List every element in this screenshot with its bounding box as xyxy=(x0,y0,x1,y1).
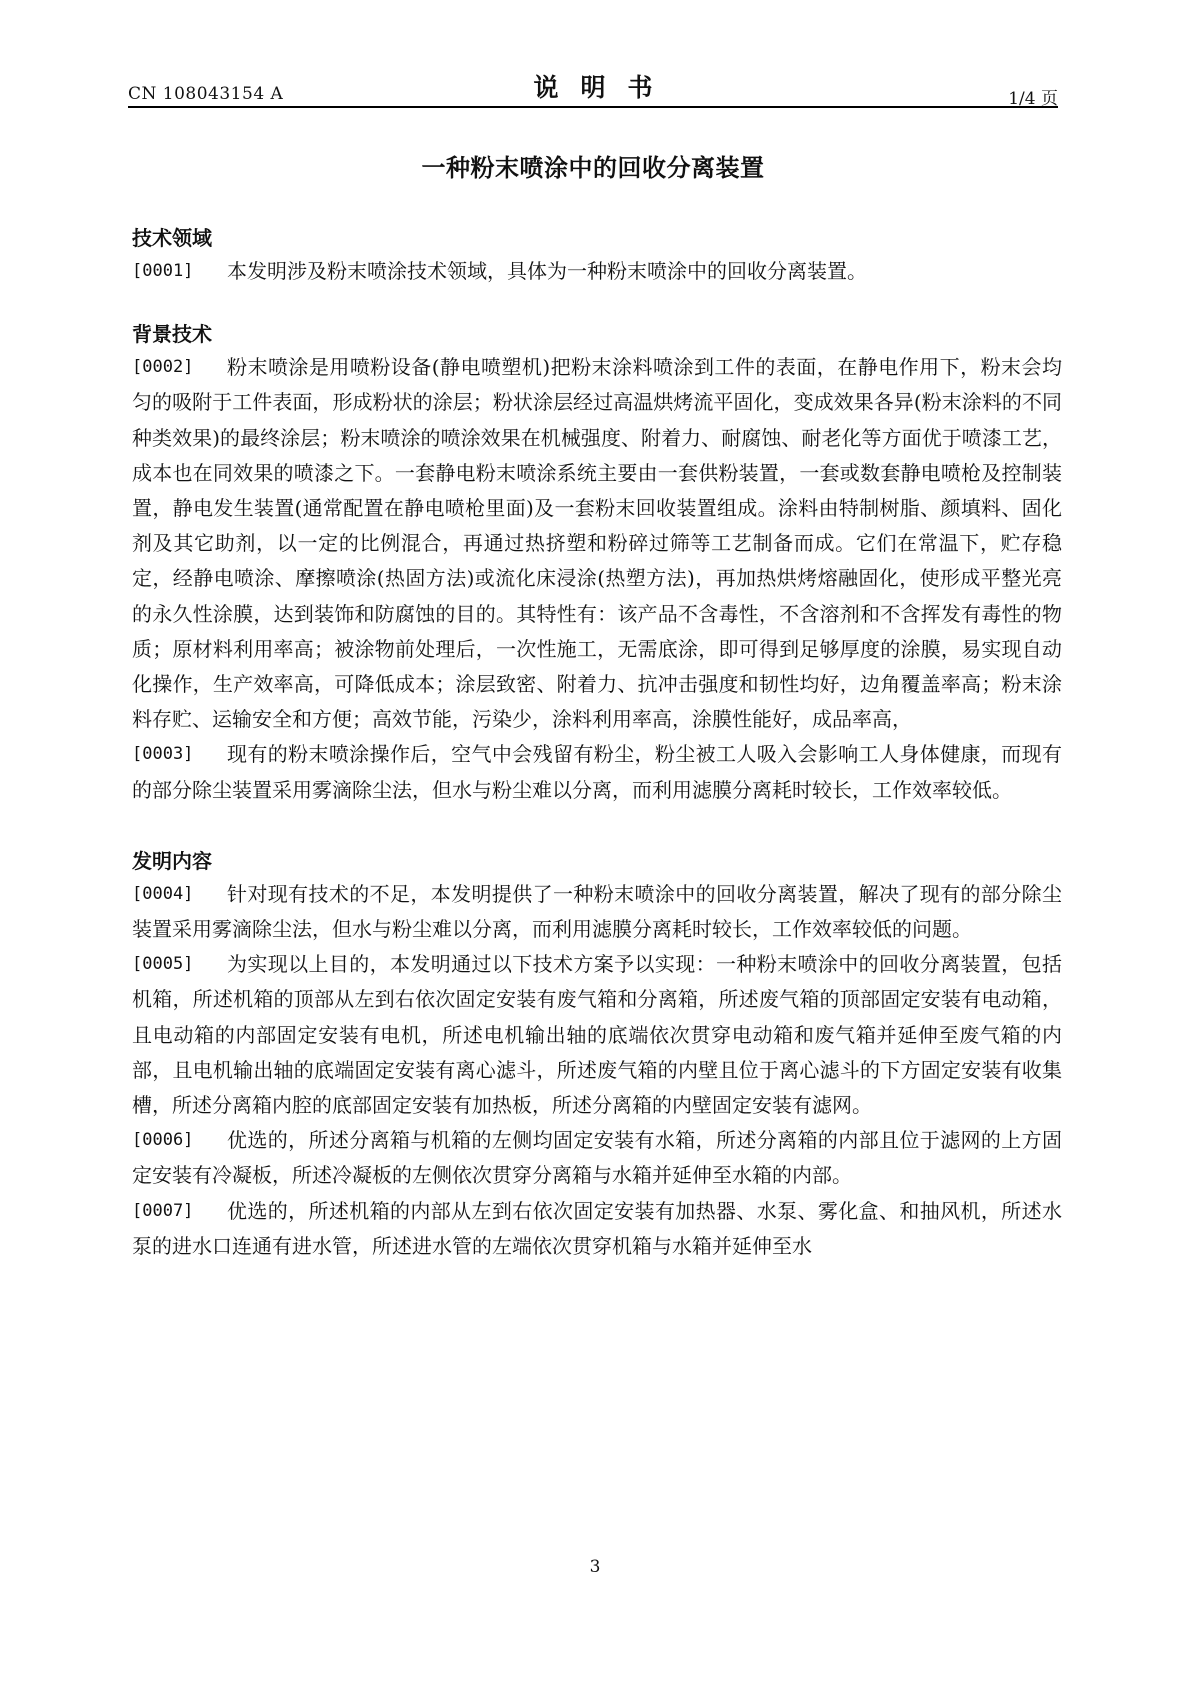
paragraph-0007 xyxy=(132,1194,1062,1264)
document-type: 说明书 xyxy=(533,73,675,102)
paragraph-number: [0004] xyxy=(132,883,194,904)
paragraph-0005 xyxy=(132,947,1062,1123)
paragraph-text: 针对现有技术的不足，本发明提供了一种粉末喷涂中的回收分离装置，解决了现有的部分除尘装置采用雾滴除尘法，但水与粉尘难以分离，而利用滤膜分离耗时较长，工作效率较低的问题。 xyxy=(132,881,1062,942)
publication-number: CN 108043154 A xyxy=(128,84,284,104)
paragraph-number: [0007] xyxy=(132,1200,194,1221)
paragraph-number: [0002] xyxy=(132,357,194,378)
page-info: 1/4 页 xyxy=(1008,89,1058,109)
paragraph-0001 xyxy=(132,254,1062,289)
section-heading-invention: 发明内容 xyxy=(132,848,212,873)
paragraph-text: 本发明涉及粉末喷涂技术领域，具体为一种粉末喷涂中的回收分离装置。 xyxy=(227,259,867,283)
section-heading-background: 背景技术 xyxy=(132,322,212,347)
page-header xyxy=(128,62,1058,108)
page-number: 3 xyxy=(589,1557,601,1577)
paragraph-0006 xyxy=(132,1123,1062,1193)
paragraph-number: [0005] xyxy=(132,954,194,975)
paragraph-number: [0006] xyxy=(132,1130,194,1151)
paragraph-text: 粉末喷涂是用喷粉设备(静电喷塑机)把粉末涂料喷涂到工件的表面，在静电作用下，粉末会均匀的吸附于工件表面，形成粉状的涂层；粉状涂层经过高温烘烤流平固化，变成效果各异(粉末涂料的不同种类效果)的最终涂层；粉末喷涂的喷涂效果在机械强度、附着力、耐腐蚀、耐老化等方面优于喷漆工艺，成本也在同效果的喷漆之下。一套静电粉末喷涂系统主要由一套供粉装置，一套或数套静电喷枪及控制装置，静电发生装置(通常配置在静电喷枪里面)及一套粉末回收装置组成。涂料由特制树脂、颜填料、固化剂及其它助剂，以一定的比例混合，再通过热挤塑和粉碎过筛等工艺制备而成。它们在常温下，贮存稳定，经静电喷涂、摩擦喷涂(热固方法)或流化床浸涂(热塑方法)，再加热烘烤熔融固化，使形成平整光亮的永久性涂膜，达到装饰和防腐蚀的目的。其特性有：该产品不含毒性，不含溶剂和不含挥发有毒性的物质；原材料利用率高；被涂物前处理后，一次性施工，无需底涂，即可得到足够厚度的涂膜，易实现自动化操作，生产效率高，可降低成本；涂层致密、附着力、抗冲击强度和韧性均好，边角覆盖率高；粉末涂料存贮、运输安全和方便；高效节能，污染少，涂料利用率高，涂膜性能好，成品率高， xyxy=(132,355,1062,732)
paragraph-text: 优选的，所述分离箱与机箱的左侧均固定安装有水箱，所述分离箱的内部且位于滤网的上方固定安装有冷凝板，所述冷凝板的左侧依次贯穿分离箱与水箱并延伸至水箱的内部。 xyxy=(132,1128,1062,1188)
paragraph-text: 现有的粉末喷涂操作后，空气中会残留有粉尘，粉尘被工人吸入会影响工人身体健康，而现有的部分除尘装置采用雾滴除尘法，但水与粉尘难以分离，而利用滤膜分离耗时较长，工作效率较低。 xyxy=(132,742,1062,802)
section-heading-tech-field: 技术领域 xyxy=(132,226,212,250)
paragraph-number: [0003] xyxy=(132,744,194,765)
paragraph-number: [0001] xyxy=(132,261,194,281)
paragraph-text: 优选的，所述机箱的内部从左到右依次固定安装有加热器、水泵、雾化盒、和抽风机，所述水泵的进水口连通有进水管，所述进水管的左端依次贯穿机箱与水箱并延伸至水 xyxy=(132,1198,1062,1258)
paragraph-0004 xyxy=(132,877,1062,947)
paragraph-0003 xyxy=(132,737,1062,807)
document-title: 一种粉末喷涂中的回收分离装置 xyxy=(421,154,765,182)
paragraph-text: 为实现以上目的，本发明通过以下技术方案予以实现：一种粉末喷涂中的回收分离装置，包括机箱，所述机箱的顶部从左到右依次固定安装有废气箱和分离箱，所述废气箱的顶部固定安装有电动箱，且电动箱的内部固定安装有电机，所述电机输出轴的底端依次贯穿电动箱和废气箱并延伸至废气箱的内部，且电机输出轴的底端固定安装有离心滤斗，所述废气箱的内壁且位于离心滤斗的下方固定安装有收集槽，所述分离箱内腔的底部固定安装有加热板，所述分离箱的内壁固定安装有滤网。 xyxy=(132,952,1062,1118)
document-body xyxy=(132,223,1062,1264)
paragraph-0002 xyxy=(132,350,1062,737)
